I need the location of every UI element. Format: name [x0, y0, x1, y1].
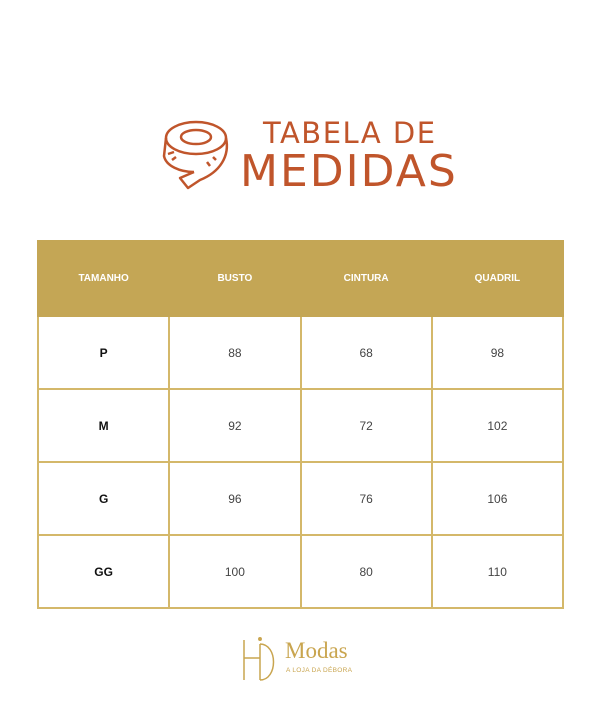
- table-row: [38, 389, 563, 462]
- header-row: [38, 241, 563, 316]
- brand-tagline: A LOJA DA DÉBORA: [286, 667, 353, 674]
- waist-cell: 68: [301, 316, 432, 389]
- hip-cell: 102: [432, 389, 563, 462]
- size-cell: G: [38, 462, 169, 535]
- waist-cell: 72: [301, 389, 432, 462]
- waist-cell: 80: [301, 535, 432, 608]
- bust-cell: 88: [169, 316, 300, 389]
- title-line1: TABELA DE: [263, 116, 437, 150]
- col-header-waist: CINTURA: [301, 241, 432, 316]
- size-cell: P: [38, 316, 169, 389]
- bust-cell: 92: [169, 389, 300, 462]
- hd-monogram-icon: [238, 636, 278, 684]
- col-header-bust: BUSTO: [169, 241, 300, 316]
- col-header-hip: QUADRIL: [432, 241, 563, 316]
- brand-name: Modas: [285, 638, 348, 663]
- bust-cell: 100: [169, 535, 300, 608]
- col-header-size: TAMANHO: [38, 241, 169, 316]
- table-row: [38, 535, 563, 608]
- measuring-tape-icon: [160, 116, 236, 190]
- table-row: [38, 462, 563, 535]
- table-row: [38, 316, 563, 389]
- size-cell: M: [38, 389, 169, 462]
- size-table: [37, 240, 564, 609]
- brand-logo: [238, 636, 368, 686]
- hip-cell: 106: [432, 462, 563, 535]
- size-cell: GG: [38, 535, 169, 608]
- page-title: [160, 112, 460, 197]
- hip-cell: 98: [432, 316, 563, 389]
- waist-cell: 76: [301, 462, 432, 535]
- bust-cell: 96: [169, 462, 300, 535]
- hip-cell: 110: [432, 535, 563, 608]
- title-line2: MEDIDAS: [240, 146, 458, 197]
